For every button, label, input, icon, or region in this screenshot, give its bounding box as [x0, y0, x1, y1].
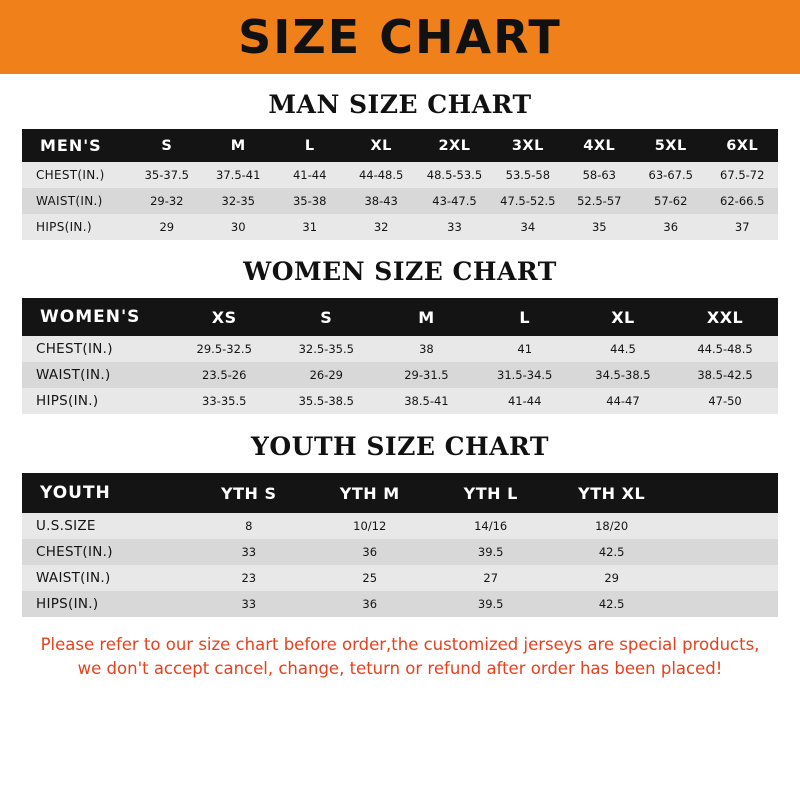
content-area	[0, 74, 800, 681]
youth-row-1-cell-2: 39.5	[430, 539, 551, 565]
header-banner	[0, 0, 800, 74]
youth-row-0-label: U.S.SIZE	[22, 513, 188, 539]
youth-header-cell-1: YTH S	[188, 473, 309, 513]
man-row-2-cell-0: 29	[131, 214, 202, 240]
youth-row-2-cell-0: 23	[188, 565, 309, 591]
man-size-table	[22, 129, 778, 240]
table-row	[22, 388, 778, 414]
women-row-0-cell-1: 32.5-35.5	[275, 336, 377, 362]
footer-note-line-2: we don't accept cancel, change, teturn or refund after order has been placed!	[77, 658, 723, 678]
page-title: SIZE CHART	[238, 10, 562, 64]
man-row-0-cell-4: 48.5-53.5	[417, 162, 492, 188]
women-row-0-cell-3: 41	[476, 336, 574, 362]
man-row-2-cell-7: 36	[635, 214, 706, 240]
women-row-1-cell-0: 23.5-26	[173, 362, 275, 388]
youth-row-1-cell-1: 36	[309, 539, 430, 565]
table-row	[22, 188, 778, 214]
women-size-table	[22, 298, 778, 414]
youth-row-3-cell-0: 33	[188, 591, 309, 617]
youth-row-2-cell-3: 29	[551, 565, 672, 591]
man-row-1-label: WAIST(IN.)	[22, 188, 131, 214]
man-header-cell-9: 6XL	[706, 129, 778, 162]
man-row-1-cell-5: 47.5-52.5	[492, 188, 563, 214]
youth-row-3-label: HIPS(IN.)	[22, 591, 188, 617]
man-header-cell-2: M	[203, 129, 274, 162]
youth-row-1-label: CHEST(IN.)	[22, 539, 188, 565]
women-row-2-cell-4: 44-47	[574, 388, 672, 414]
women-row-2-cell-5: 47-50	[672, 388, 778, 414]
man-row-2-cell-4: 33	[417, 214, 492, 240]
man-row-1-cell-0: 29-32	[131, 188, 202, 214]
man-row-0-cell-6: 58-63	[564, 162, 635, 188]
youth-size-table	[22, 473, 778, 617]
youth-section-title: YOUTH SIZE CHART	[251, 432, 549, 461]
women-row-0-cell-4: 44.5	[574, 336, 672, 362]
footer-note-line-1: Please refer to our size chart before order,the customized jerseys are special products,	[40, 635, 760, 654]
women-row-0-cell-2: 38	[377, 336, 475, 362]
women-header-cell-1: XS	[173, 298, 275, 336]
man-row-0-cell-5: 53.5-58	[492, 162, 563, 188]
youth-header-cell-0: YOUTH	[22, 473, 188, 513]
women-row-2-label: HIPS(IN.)	[22, 388, 173, 414]
man-row-2-cell-1: 30	[203, 214, 274, 240]
man-row-0-cell-3: 44-48.5	[345, 162, 416, 188]
women-row-1-cell-2: 29-31.5	[377, 362, 475, 388]
man-row-2-cell-2: 31	[274, 214, 345, 240]
women-row-0-cell-0: 29.5-32.5	[173, 336, 275, 362]
youth-row-2-cell-4	[672, 565, 778, 591]
table-row	[22, 591, 778, 617]
man-row-0-cell-7: 63-67.5	[635, 162, 706, 188]
women-row-1-cell-1: 26-29	[275, 362, 377, 388]
man-row-1-cell-6: 52.5-57	[564, 188, 635, 214]
women-row-0-label: CHEST(IN.)	[22, 336, 173, 362]
youth-header-cell-2: YTH M	[309, 473, 430, 513]
table-row	[22, 362, 778, 388]
youth-row-0-cell-3: 18/20	[551, 513, 672, 539]
man-row-1-cell-2: 35-38	[274, 188, 345, 214]
youth-row-0-cell-1: 10/12	[309, 513, 430, 539]
footer-note	[22, 633, 778, 681]
youth-header-cell-5	[672, 473, 778, 513]
women-header-cell-4: L	[476, 298, 574, 336]
youth-row-2-cell-2: 27	[430, 565, 551, 591]
youth-row-1-cell-4	[672, 539, 778, 565]
youth-row-1-cell-0: 33	[188, 539, 309, 565]
youth-header-cell-4: YTH XL	[551, 473, 672, 513]
youth-row-1-cell-3: 42.5	[551, 539, 672, 565]
youth-header-row	[22, 473, 778, 513]
women-header-cell-3: M	[377, 298, 475, 336]
man-row-2-cell-3: 32	[345, 214, 416, 240]
man-row-2-cell-8: 37	[706, 214, 778, 240]
youth-row-3-cell-1: 36	[309, 591, 430, 617]
youth-row-3-cell-2: 39.5	[430, 591, 551, 617]
women-header-cell-0: WOMEN'S	[22, 298, 173, 336]
women-row-2-cell-2: 38.5-41	[377, 388, 475, 414]
man-row-0-cell-0: 35-37.5	[131, 162, 202, 188]
man-row-0-label: CHEST(IN.)	[22, 162, 131, 188]
table-row	[22, 513, 778, 539]
man-header-cell-4: XL	[345, 129, 416, 162]
man-header-cell-0: MEN'S	[22, 129, 131, 162]
man-header-cell-6: 3XL	[492, 129, 563, 162]
women-row-1-cell-4: 34.5-38.5	[574, 362, 672, 388]
youth-row-0-cell-2: 14/16	[430, 513, 551, 539]
man-row-1-cell-1: 32-35	[203, 188, 274, 214]
man-section-title: MAN SIZE CHART	[268, 90, 532, 119]
man-row-1-cell-7: 57-62	[635, 188, 706, 214]
man-header-row	[22, 129, 778, 162]
youth-header-cell-3: YTH L	[430, 473, 551, 513]
table-row	[22, 214, 778, 240]
women-section-title: WOMEN SIZE CHART	[243, 257, 557, 286]
youth-row-3-cell-4	[672, 591, 778, 617]
women-row-2-cell-3: 41-44	[476, 388, 574, 414]
man-header-cell-5: 2XL	[417, 129, 492, 162]
table-row	[22, 565, 778, 591]
table-row	[22, 336, 778, 362]
youth-row-3-cell-3: 42.5	[551, 591, 672, 617]
man-row-1-cell-8: 62-66.5	[706, 188, 778, 214]
youth-row-2-label: WAIST(IN.)	[22, 565, 188, 591]
man-header-cell-8: 5XL	[635, 129, 706, 162]
man-row-2-cell-5: 34	[492, 214, 563, 240]
women-header-cell-2: S	[275, 298, 377, 336]
youth-row-0-cell-4	[672, 513, 778, 539]
women-row-2-cell-0: 33-35.5	[173, 388, 275, 414]
women-row-1-cell-5: 38.5-42.5	[672, 362, 778, 388]
man-row-1-cell-3: 38-43	[345, 188, 416, 214]
man-row-2-label: HIPS(IN.)	[22, 214, 131, 240]
women-header-cell-6: XXL	[672, 298, 778, 336]
man-row-0-cell-1: 37.5-41	[203, 162, 274, 188]
women-row-1-label: WAIST(IN.)	[22, 362, 173, 388]
women-row-0-cell-5: 44.5-48.5	[672, 336, 778, 362]
table-row	[22, 162, 778, 188]
man-row-1-cell-4: 43-47.5	[417, 188, 492, 214]
man-header-cell-3: L	[274, 129, 345, 162]
women-row-2-cell-1: 35.5-38.5	[275, 388, 377, 414]
youth-row-2-cell-1: 25	[309, 565, 430, 591]
man-header-cell-7: 4XL	[564, 129, 635, 162]
youth-row-0-cell-0: 8	[188, 513, 309, 539]
women-header-cell-5: XL	[574, 298, 672, 336]
table-row	[22, 539, 778, 565]
man-row-0-cell-8: 67.5-72	[706, 162, 778, 188]
women-header-row	[22, 298, 778, 336]
women-row-1-cell-3: 31.5-34.5	[476, 362, 574, 388]
man-row-2-cell-6: 35	[564, 214, 635, 240]
man-header-cell-1: S	[131, 129, 202, 162]
man-row-0-cell-2: 41-44	[274, 162, 345, 188]
